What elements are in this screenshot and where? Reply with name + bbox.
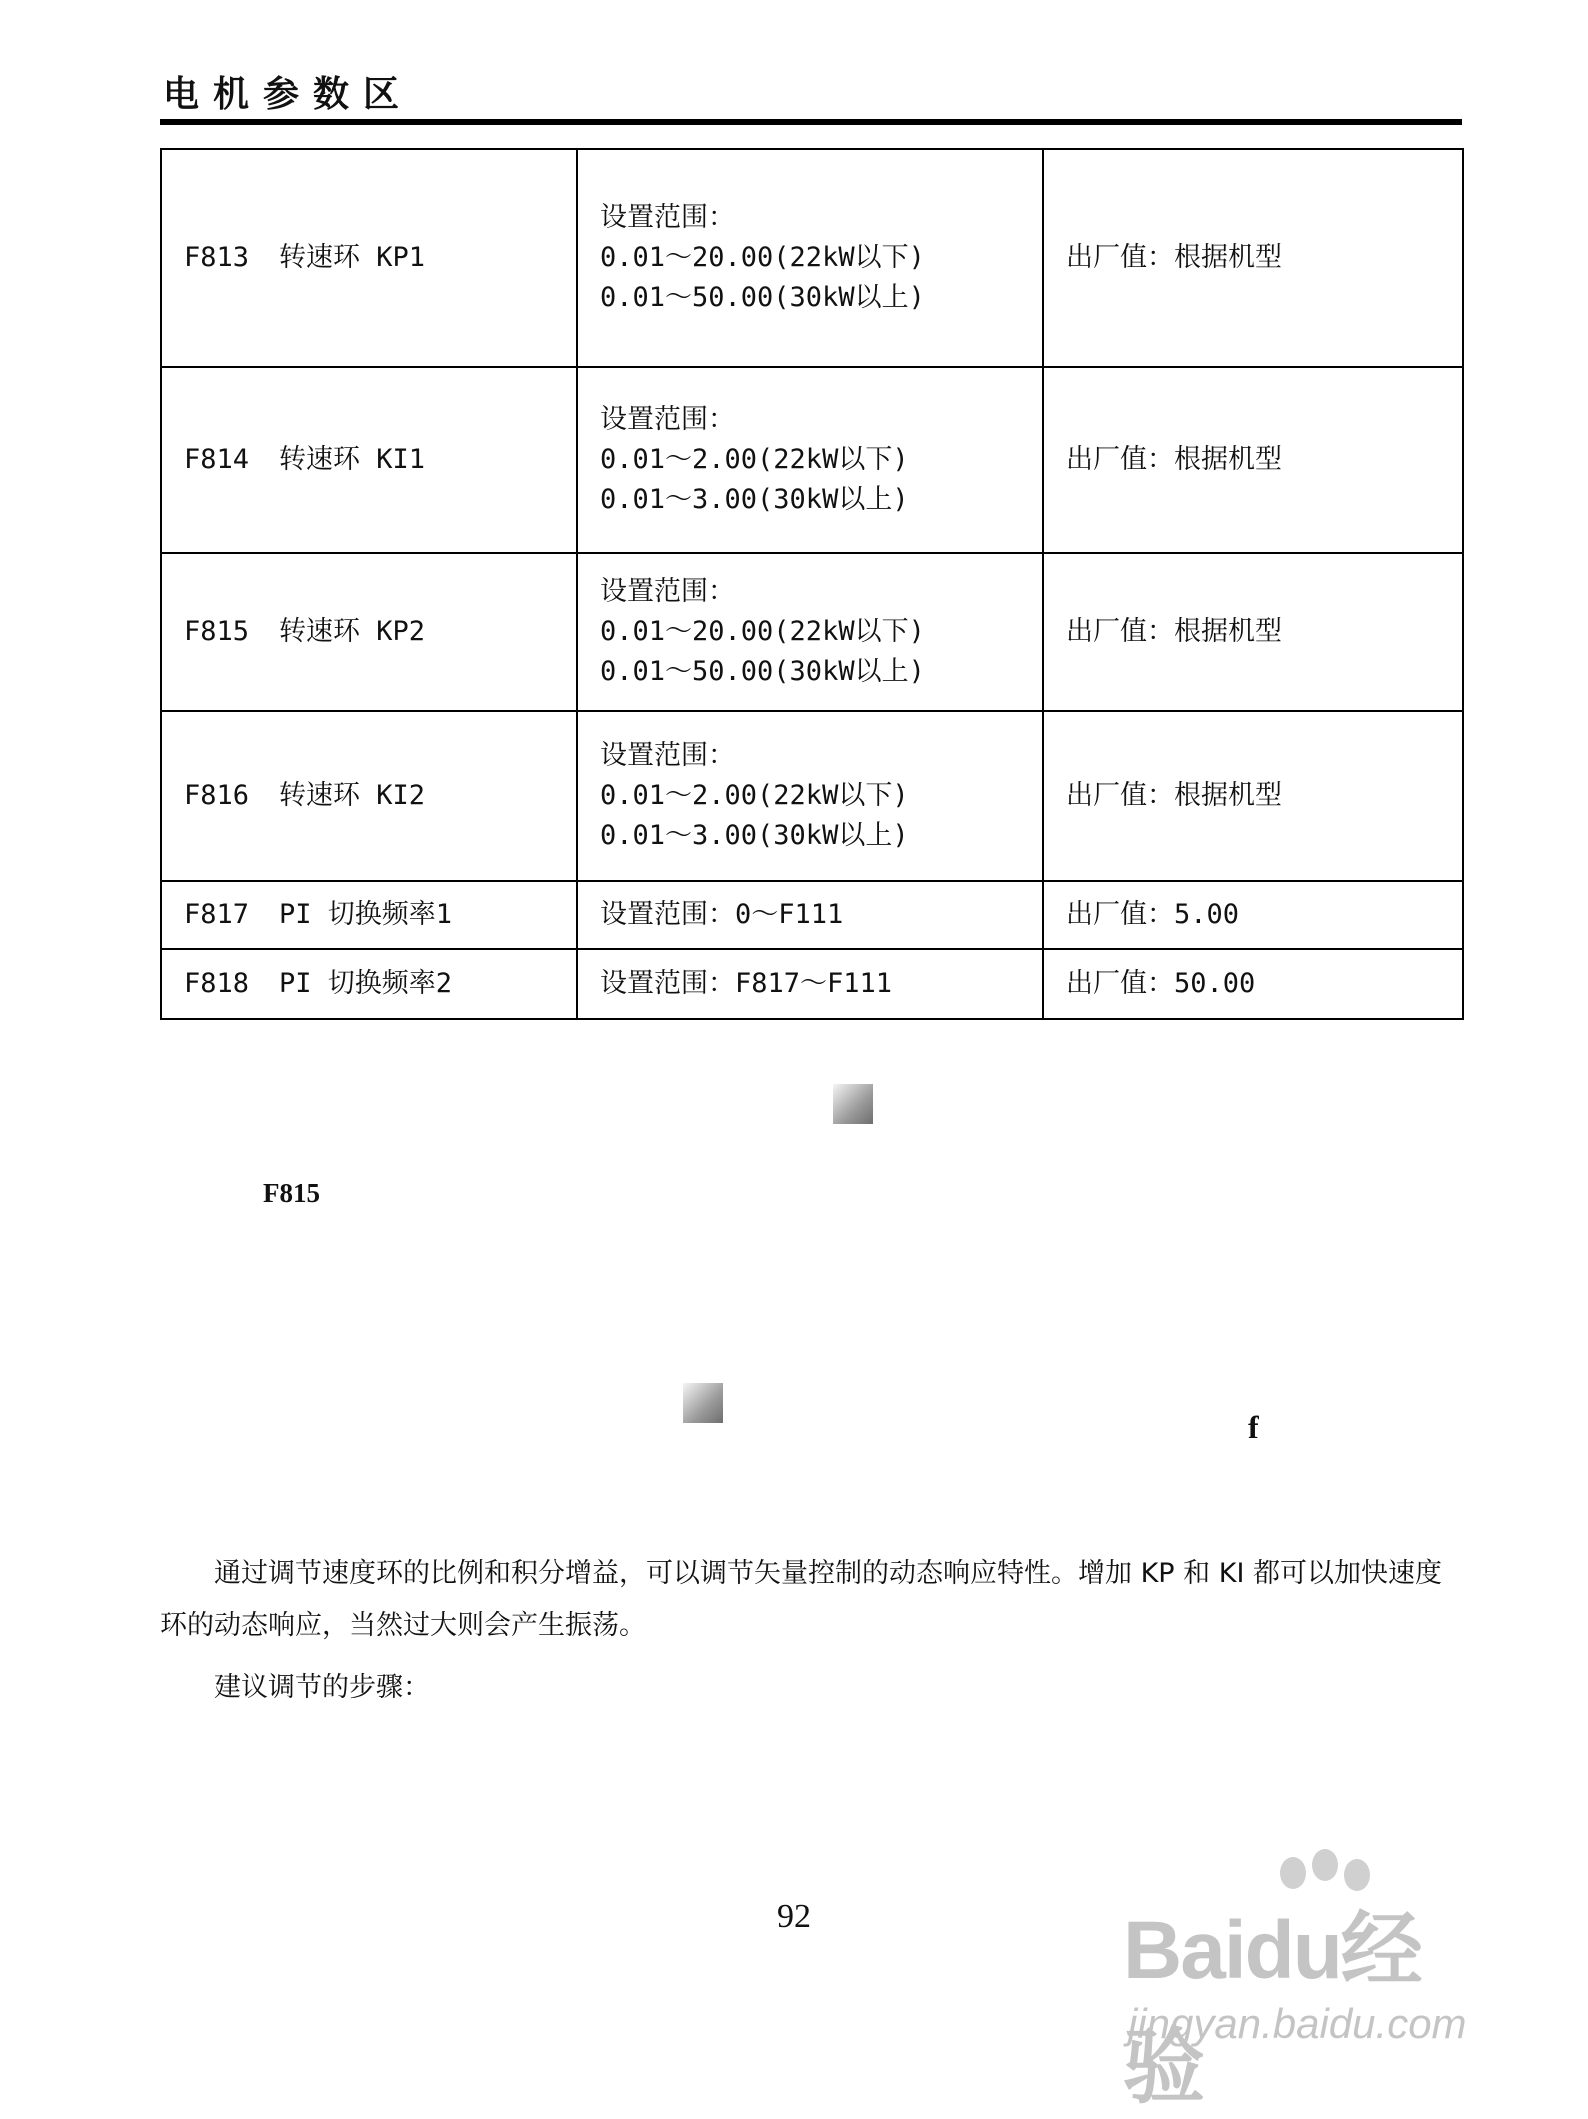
default-cell — [1043, 553, 1463, 711]
default-value: 出厂值：根据机型 — [1066, 242, 1282, 273]
range-line: 设置范围： — [600, 576, 735, 607]
range-cell — [577, 711, 1043, 881]
range-line: 设置范围： — [600, 404, 735, 435]
param-cell — [161, 367, 577, 553]
param-code: F817 — [184, 899, 250, 930]
section-title: 电机参数区 — [163, 74, 414, 115]
param-code: F814 — [184, 444, 250, 475]
range-cell — [577, 553, 1043, 711]
param-name: 转速环 KI1 — [279, 444, 426, 475]
frequency-axis-label: f — [1248, 1409, 1259, 1445]
range-line: 0.01～2.00(22kW以下) — [600, 780, 909, 811]
range-line: 设置范围： — [600, 740, 735, 771]
range-cell — [577, 881, 1043, 949]
param-code: F816 — [184, 780, 250, 811]
param-name: 转速环 KI2 — [279, 780, 426, 811]
default-cell — [1043, 367, 1463, 553]
param-name: 转速环 KP1 — [279, 242, 426, 273]
default-cell — [1043, 949, 1463, 1019]
missing-image-placeholder — [683, 1383, 723, 1423]
default-cell — [1043, 711, 1463, 881]
page-number: 92 — [777, 1898, 811, 1935]
figure-ref-label: F815 — [263, 1178, 320, 1208]
param-cell — [161, 949, 577, 1019]
table-row — [161, 881, 1463, 949]
table-row — [161, 949, 1463, 1019]
range-line: 设置范围：F817～F111 — [600, 968, 893, 999]
range-line: 设置范围： — [600, 202, 735, 233]
table-row — [161, 711, 1463, 881]
parameter-table — [160, 148, 1464, 1020]
range-line: 0.01～3.00(30kW以上) — [600, 820, 909, 851]
param-name: 转速环 KP2 — [279, 616, 426, 647]
default-cell — [1043, 881, 1463, 949]
range-line: 0.01～3.00(30kW以上) — [600, 484, 909, 515]
baidu-watermark — [1108, 1845, 1488, 2113]
param-name: PI 切换频率2 — [279, 968, 453, 999]
range-cell — [577, 949, 1043, 1019]
default-cell — [1043, 149, 1463, 367]
param-cell — [161, 149, 577, 367]
range-line: 0.01～2.00(22kW以下) — [600, 444, 909, 475]
body-paragraph: 建议调节的步骤： — [214, 1672, 430, 1703]
range-line: 0.01～20.00(22kW以下) — [600, 242, 925, 273]
default-value: 出厂值：根据机型 — [1066, 780, 1282, 811]
body-paragraph: 通过调节速度环的比例和积分增益，可以调节矢量控制的动态响应特性。增加 KP 和 KI 都可以加快速度环的动态响应，当然过大则会产生振荡。 — [160, 1558, 1442, 1641]
watermark-brand: Baidu经验 — [1123, 1905, 1421, 2113]
header-divider — [160, 119, 1462, 125]
param-code: F818 — [184, 968, 250, 999]
param-cell — [161, 881, 577, 949]
missing-image-placeholder — [833, 1084, 873, 1124]
param-code: F813 — [184, 242, 250, 273]
watermark-url: jingyan.baidu.com — [1128, 2000, 1467, 2047]
param-name: PI 切换频率1 — [279, 899, 453, 930]
range-line: 0.01～50.00(30kW以上) — [600, 282, 925, 313]
range-cell — [577, 367, 1043, 553]
default-value: 出厂值：5.00 — [1066, 899, 1240, 930]
default-value: 出厂值：50.00 — [1066, 968, 1256, 999]
range-cell — [577, 149, 1043, 367]
param-cell — [161, 553, 577, 711]
default-value: 出厂值：根据机型 — [1066, 616, 1282, 647]
default-value: 出厂值：根据机型 — [1066, 444, 1282, 475]
range-line: 0.01～20.00(22kW以下) — [600, 616, 925, 647]
param-cell — [161, 711, 577, 881]
param-code: F815 — [184, 616, 250, 647]
range-line: 设置范围：0～F111 — [600, 899, 844, 930]
table-row — [161, 367, 1463, 553]
table-row — [161, 553, 1463, 711]
paw-icon — [1312, 1849, 1338, 1881]
table-row — [161, 149, 1463, 367]
range-line: 0.01～50.00(30kW以上) — [600, 656, 925, 687]
